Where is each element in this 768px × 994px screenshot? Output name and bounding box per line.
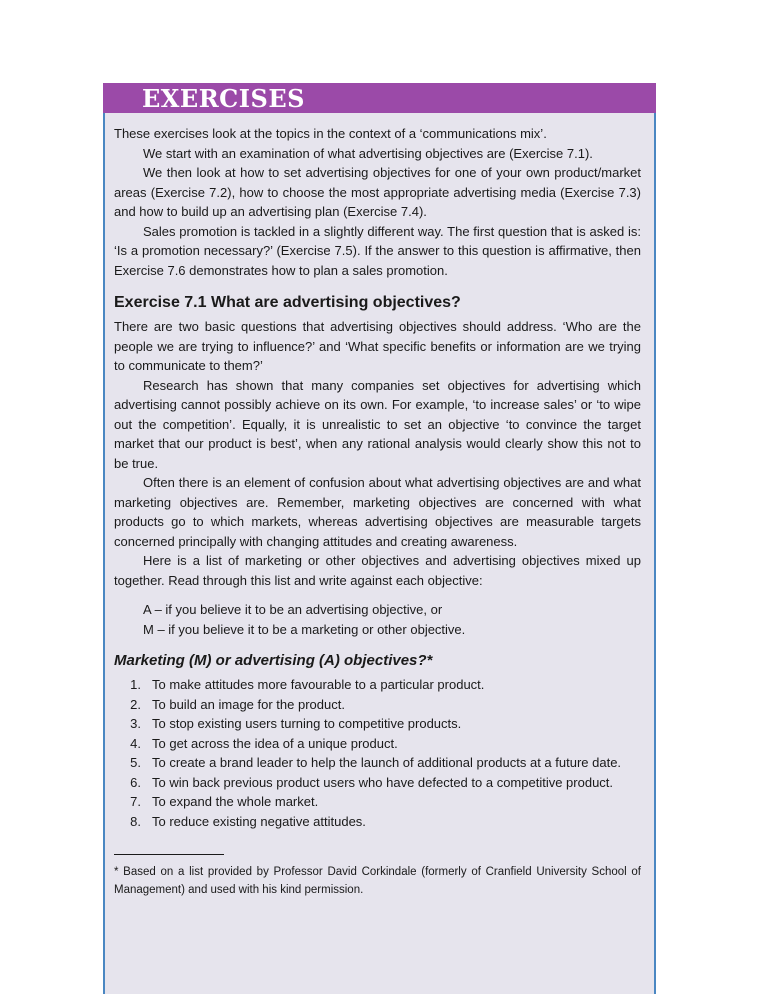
intro-paragraph: Sales promotion is tackled in a slightly different way. The first question that is asked is: ‘Is a promotion necessary?’ (Exercise 7.5). If the answer to this question is affirmative, then Exercise 7.6 demonstrates how to plan a sales promotion. bbox=[114, 223, 641, 278]
exercise-paragraph: Often there is an element of confusion about what advertising objectives are and what marketing objectives are. Remember, marketing objectives are concerned with what products go to which markets, whereas advertising objectives are measurable targets concerned principally with changing attitudes and creating awareness. bbox=[114, 475, 641, 549]
list-item-number: 3. bbox=[130, 716, 141, 731]
list-item-text: To build an image for the product. bbox=[152, 696, 345, 712]
list-item-text: To stop existing users turning to competitive products. bbox=[152, 716, 462, 731]
answer-choices bbox=[143, 600, 641, 639]
choice-marketing: M – if you believe it to be a marketing or other objective. bbox=[143, 621, 466, 637]
intro-paragraph: We then look at how to set advertising objectives for one of your own product/market areas (Exercise 7.2), how to choose the most appropriate advertising media (Exercise 7.3) and how to build up an advertising plan (Exercise 7.4). bbox=[114, 165, 641, 219]
exercise-heading: Exercise 7.1 What are advertising objectives? bbox=[114, 294, 461, 311]
exercise-paragraph: Research has shown that many companies set objectives for advertising which advertising cannot possibly achieve on its own. For example, ‘to increase sales’ or ‘to wipe out the competition’. Equally, it is unrealistic to set an objective ‘to convince the target market that our product is best’, when any rational analysis would clearly show this not to be true. bbox=[114, 377, 641, 471]
list-item-text: To expand the whole market. bbox=[152, 794, 319, 809]
list-item-number: 8. bbox=[130, 813, 141, 829]
panel-left-rule bbox=[103, 83, 105, 994]
page-content bbox=[114, 124, 641, 899]
intro-paragraph: These exercises look at the topics in the context of a ‘communications mix’. bbox=[114, 126, 547, 141]
objectives-list-heading: Marketing (M) or advertising (A) objectives?* bbox=[114, 652, 433, 669]
list-item bbox=[114, 714, 641, 734]
list-item bbox=[114, 734, 641, 754]
list-item bbox=[114, 792, 641, 812]
list-item-number: 5. bbox=[130, 755, 141, 770]
choice-advertising: A – if you believe it to be an advertising objective, or bbox=[143, 602, 443, 617]
list-item bbox=[114, 773, 641, 793]
footnote-divider bbox=[114, 854, 224, 855]
list-item-number: 7. bbox=[130, 794, 141, 809]
list-item-text: To create a brand leader to help the launch of additional products at a future date. bbox=[152, 755, 622, 770]
list-item-text: To reduce existing negative attitudes. bbox=[152, 813, 366, 829]
list-item-number: 4. bbox=[130, 735, 141, 751]
list-item-number: 2. bbox=[130, 696, 141, 712]
objectives-list bbox=[114, 675, 641, 831]
list-item bbox=[114, 675, 641, 695]
list-item bbox=[114, 695, 641, 715]
list-item-number: 6. bbox=[130, 774, 141, 790]
list-item-text: To make attitudes more favourable to a particular product. bbox=[152, 677, 485, 692]
panel-right-rule bbox=[654, 83, 656, 994]
footnote: * Based on a list provided by Professor David Corkindale (formerly of Cranfield University School of Management) and used with his kind permission. bbox=[114, 866, 641, 896]
exercise-paragraph: Here is a list of marketing or other objectives and advertising objectives mixed up together. Read through this list and write against each objective: bbox=[114, 553, 641, 588]
list-item-text: To get across the idea of a unique product. bbox=[152, 735, 398, 751]
list-item-number: 1. bbox=[130, 677, 141, 692]
list-item bbox=[114, 753, 641, 773]
banner-title: EXERCISES bbox=[142, 84, 305, 113]
list-item bbox=[114, 812, 641, 832]
list-item-text: To win back previous product users who have defected to a competitive product. bbox=[152, 774, 614, 790]
intro-paragraph: We start with an examination of what advertising objectives are (Exercise 7.1). bbox=[143, 145, 593, 161]
exercise-paragraph: There are two basic questions that advertising objectives should address. ‘Who are the people we are trying to influence?’ and ‘What specific benefits or information are we trying to communicate to them?’ bbox=[114, 319, 641, 373]
